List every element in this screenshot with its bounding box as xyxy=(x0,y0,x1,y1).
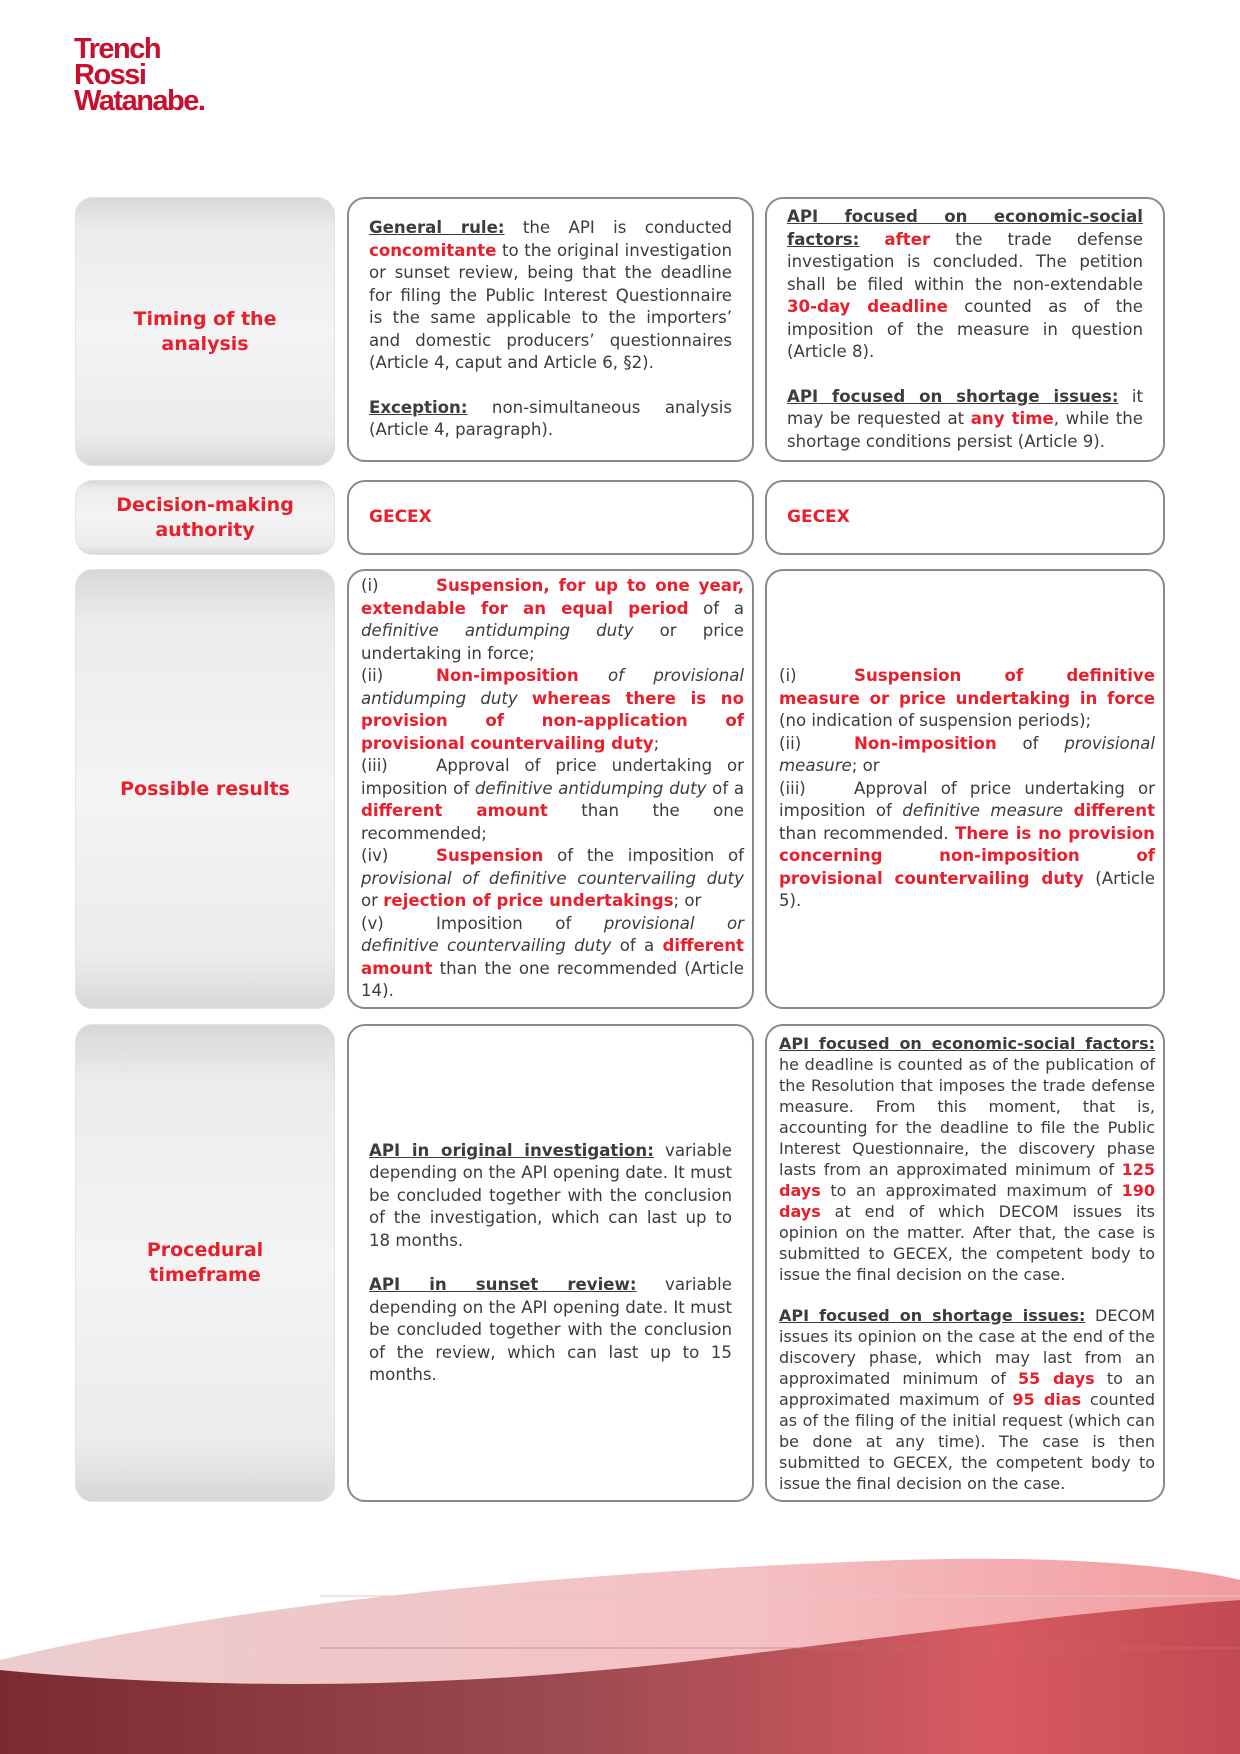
text: than recommended. xyxy=(779,823,956,843)
highlight: Non-imposition xyxy=(436,666,579,686)
list-item xyxy=(361,575,744,665)
company-logo xyxy=(74,33,205,117)
text: counted as of the imposition of the measure in question (Article 8). xyxy=(787,297,1143,361)
results-cell-alternative xyxy=(765,569,1165,1009)
italic-text: definitive antidumping duty xyxy=(361,621,634,641)
item-number: (i) xyxy=(361,576,379,596)
item-number: (ii) xyxy=(779,733,802,753)
row-label-text: Procedural timeframe xyxy=(146,1239,264,1286)
text: counted as of the filing of the initial request (which can be done at any time). The case is then submitted to GECEX, the competent body to issue the final decision on the case. xyxy=(779,1389,1156,1493)
inline-heading: API focused on shortage issues: xyxy=(787,386,1119,406)
authority-cell-original xyxy=(347,480,754,555)
inline-heading: API focused on economic-social factors: xyxy=(779,1033,1155,1053)
text: at end of which DECOM issues its opinion on the matter. After that, the case is submitted to GECEX, the competent body to issue the final decision on the case. xyxy=(779,1201,1155,1284)
row-label-results xyxy=(75,569,335,1009)
highlight: whereas there is no provision of non-application of provisional countervailing duty xyxy=(361,688,744,753)
authority-value: GECEX xyxy=(369,507,432,528)
list-item xyxy=(779,778,1155,913)
item-number: (ii) xyxy=(361,666,384,686)
item-number: (i) xyxy=(779,666,797,686)
row-label-text: Possible results xyxy=(120,777,290,800)
highlight: 190 days xyxy=(779,1180,1155,1221)
text: Approval of price undertaking or imposition of xyxy=(779,778,1155,821)
italic-text: definitive antidumping duty xyxy=(474,778,707,798)
inline-heading: API in original investigation: xyxy=(369,1140,654,1160)
text: than the one recommended; xyxy=(361,801,744,843)
paragraph xyxy=(369,1140,732,1253)
item-number: (v) xyxy=(361,913,384,933)
authority-value: GECEX xyxy=(787,507,850,528)
inline-heading: API focused on shortage issues: xyxy=(779,1305,1086,1325)
text: variable depending on the API opening date. It must be concluded together with the conclusion of the investigation, which can last up to 18 months. xyxy=(369,1140,732,1250)
italic-text: provisional of definitive countervailing duty xyxy=(361,868,744,888)
timing-cell-original xyxy=(347,197,754,462)
paragraph xyxy=(779,1033,1155,1285)
inline-heading: General rule: xyxy=(369,218,505,238)
text xyxy=(1063,801,1073,820)
text: to an approximated maximum of xyxy=(779,1368,1155,1409)
timeframe-cell-alternative xyxy=(765,1024,1165,1502)
list-item xyxy=(361,845,744,913)
highlight: any time xyxy=(970,409,1054,428)
italic-text: provisional or definitive countervailing duty xyxy=(361,913,744,956)
highlight: 30-day deadline xyxy=(787,297,948,316)
highlight: Non-imposition xyxy=(854,733,997,753)
paragraph xyxy=(787,206,1143,364)
list-item xyxy=(779,665,1155,733)
text: to the original investigation or sunset review, being that the deadline for filing the Public Interest Questionnaire is the same applicable to the importers’ and domestic producers’ questionnaires (Article 4, caput and Article 6, §2). xyxy=(369,240,732,373)
highlight: There is no provision concerning non-imposition of provisional countervailing duty xyxy=(779,823,1155,888)
item-number: (iii) xyxy=(361,756,388,776)
text: to an approximated maximum of xyxy=(820,1180,1122,1200)
text: (Article 5). xyxy=(779,868,1155,911)
paragraph xyxy=(787,386,1143,454)
text: non-simultaneous analysis (Article 4, paragraph). xyxy=(369,397,732,440)
highlight: Suspension of definitive measure or price undertaking in force xyxy=(779,666,1155,708)
list-item xyxy=(361,913,744,1003)
text: than the one recommended (Article 14). xyxy=(361,958,744,1001)
text: variable depending on the API opening date. It must be concluded together with the conclusion of the review, which can last up to 15 months. xyxy=(369,1275,732,1384)
italic-text: definitive measure xyxy=(902,801,1064,821)
inline-heading: Exception: xyxy=(369,397,468,417)
text: or xyxy=(361,891,384,911)
inline-heading: API in sunset review: xyxy=(369,1275,637,1294)
list-item xyxy=(361,755,744,845)
text: DECOM issues its opinion on the case at the end of the discovery phase, which may last from an approximated minimum of xyxy=(779,1305,1155,1388)
text: of a xyxy=(688,598,744,618)
timeframe-cell-original xyxy=(347,1024,754,1502)
text: of a xyxy=(706,778,745,798)
paragraph xyxy=(779,1305,1155,1494)
timing-cell-alternative xyxy=(765,197,1165,462)
text: of a xyxy=(611,936,663,956)
authority-cell-alternative xyxy=(765,480,1165,555)
item-number: (iv) xyxy=(361,846,389,866)
row-label-timing xyxy=(75,197,335,466)
text: he deadline is counted as of the publication of the Resolution that imposes the trade defense measure. From this moment, that is, accounting for the deadline to file the Public Interest Questionnaire, the discovery phase lasts from an approximated minimum of xyxy=(779,1054,1155,1179)
text: , while the shortage conditions persist (Article 9). xyxy=(787,409,1143,451)
logo-line: Trench xyxy=(74,33,161,65)
highlight: 125 days xyxy=(779,1159,1155,1200)
footer-wave xyxy=(0,1540,1240,1754)
text: ; or xyxy=(673,891,702,911)
text: Approval of price undertaking or imposition of xyxy=(361,756,744,798)
highlight: after xyxy=(884,229,931,249)
highlight: different xyxy=(1073,801,1156,821)
text: the API is conducted xyxy=(504,218,732,238)
item-number: (iii) xyxy=(779,778,806,798)
highlight: 95 dias xyxy=(1012,1389,1082,1409)
paragraph xyxy=(369,397,732,442)
logo-line: Rossi xyxy=(74,59,146,91)
list-item xyxy=(779,733,1155,778)
highlight: different amount xyxy=(361,801,548,821)
highlight: rejection of price undertakings xyxy=(383,891,674,911)
text: of the imposition of xyxy=(543,846,744,866)
row-label-authority xyxy=(75,480,335,555)
row-label-timeframe xyxy=(75,1024,335,1502)
highlight: Suspension, for up to one year, extendable for an equal period xyxy=(361,576,744,618)
text: it may be requested at xyxy=(787,386,1143,428)
highlight: different amount xyxy=(361,936,744,978)
text: ; xyxy=(653,733,660,753)
inline-heading: API focused on economic-social factors: xyxy=(787,207,1143,249)
text: of xyxy=(996,733,1065,753)
logo-line: Watanabe. xyxy=(74,85,205,117)
italic-text: provisional measure xyxy=(779,733,1155,776)
text: (no indication of suspension periods); xyxy=(779,711,1092,731)
text: or price undertaking in force; xyxy=(361,621,745,663)
row-label-text: Timing of the analysis xyxy=(133,307,277,355)
italic-text: of provisional antidumping duty xyxy=(361,666,744,708)
results-cell-original xyxy=(347,569,754,1009)
paragraph xyxy=(369,217,732,375)
row-label-text: Decision-making authority xyxy=(116,493,294,541)
text: ; or xyxy=(851,756,880,776)
highlight: concomitante xyxy=(369,240,497,260)
highlight: Suspension xyxy=(436,846,544,866)
highlight: 55 days xyxy=(1018,1368,1095,1388)
paragraph xyxy=(369,1274,732,1387)
text: Imposition of xyxy=(436,913,604,933)
list-item xyxy=(361,665,744,755)
text: the trade defense investigation is concluded. The petition shall be filed within the non-extendable xyxy=(787,229,1143,294)
